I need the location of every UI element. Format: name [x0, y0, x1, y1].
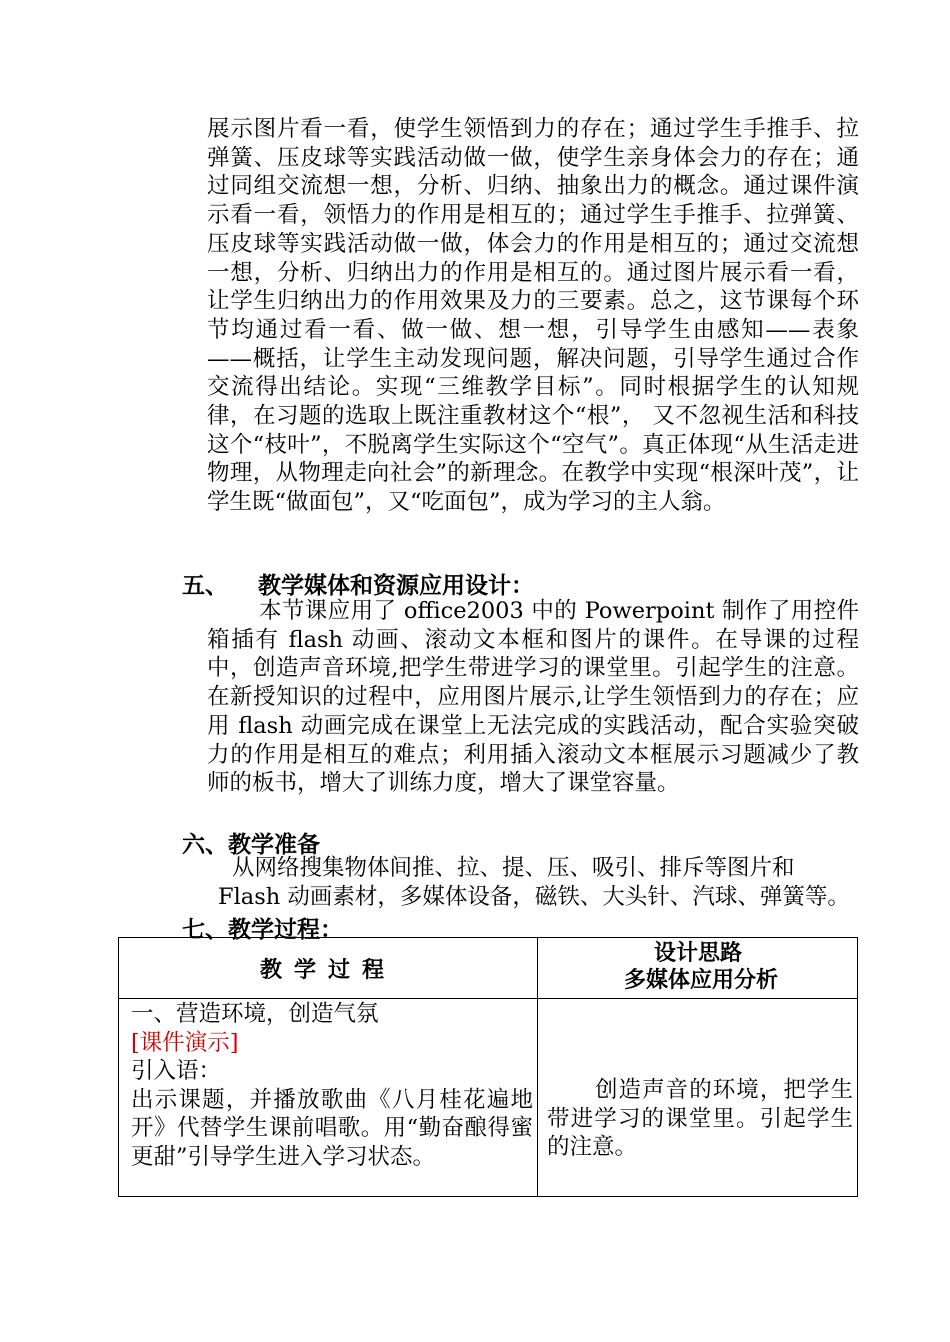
table-header-divider: [119, 998, 857, 999]
row-1-body: 出示课题，并播放歌曲《八月桂花遍地开》代替学生课前唱歌。用“勤奋酿得蜜更甜”引导学生进入学习状态。: [131, 1086, 533, 1170]
teaching-process-table: [118, 937, 858, 1197]
table-header-process: 教学过程: [259, 957, 396, 983]
section-6-line-2: Flash 动画素材，多媒体设备，磁铁、大头针、汽球、弹簧等。: [218, 884, 850, 910]
row-1-heading: 一、营造环境，创造气氛: [131, 1001, 379, 1027]
section-6-paragraph: [218, 854, 868, 912]
table-row-1-process-cell: [131, 1000, 533, 1171]
section-7-heading: 七、教学过程：: [182, 916, 343, 943]
paragraph-teaching-method: 展示图片看一看，使学生领悟到力的存在；通过学生手推手、拉弹簧、压皮球等实践活动做一做，使学生亲身体会力的存在；通过同组交流想一想，分析、归纳、抽象出力的概念。通过课件演示看一看，领悟力的作用是相互的；通过学生手推手、拉弹簧、压皮球等实践活动做一做，体会力的作用是相互的；通过交流想一想，分析、归纳出力的作用是相互的。通过图片展示看一看，让学生归纳出力的作用效果及力的三要素。总之，这节课每个环节均通过看一看、做一做、想一想，引导学生由感知——表象——概括，让学生主动发现问题，解决问题，引导学生通过合作交流得出结论。实现“三维教学目标”。同时根据学生的认知规律，在习题的选取上既注重教材这个“根”， 又不忽视生活和科技这个“枝叶”，不脱离学生实际这个“空气”。真正体现“从生活走进物理，从物理走向社会”的新理念。在教学中实现“根深叶茂”，让学生既“做面包”，又“吃面包”，成为学习的主人翁。: [207, 116, 859, 516]
table-column-divider: [537, 938, 538, 1196]
section-6-heading: 六、教学准备: [182, 831, 320, 858]
section-5-title: 教学媒体和资源应用设计：: [258, 572, 534, 599]
section-5-paragraph: 本节课应用了 office2003 中的 Powerpoint 制作了用控件箱插有 flash 动画、滚动文本框和图片的课件。在导课的过程中，创造声音环境,把学生带进学习的课堂里。引起学生的注意。在新授知识的过程中，应用图片展示,让学生领悟到力的存在；应用 flash 动画完成在课堂上无法完成的实践活动，配合实验突破力的作用是相互的难点；利用插入滚动文本框展示习题减少了教师的板书，增大了训练力度，增大了课堂容量。: [207, 598, 859, 797]
row-1-courseware-tag: [课件演示]: [131, 1029, 239, 1056]
section-6-line-1: 从网络搜集物体间推、拉、提、压、吸引、排斥等图片和: [232, 855, 795, 881]
table-header-design: [539, 940, 857, 998]
section-5-number: 五、: [182, 572, 228, 599]
table-header-design-line-2: 多媒体应用分析: [623, 968, 778, 993]
section-5-heading: [182, 567, 534, 600]
table-row-1-design-cell: 创造声音的环境，把学生带进学习的课堂里。引起学生的注意。: [547, 1077, 853, 1160]
row-1-intro-label: 引入语：: [131, 1058, 222, 1084]
table-header-design-line-1: 设计思路: [653, 941, 742, 966]
